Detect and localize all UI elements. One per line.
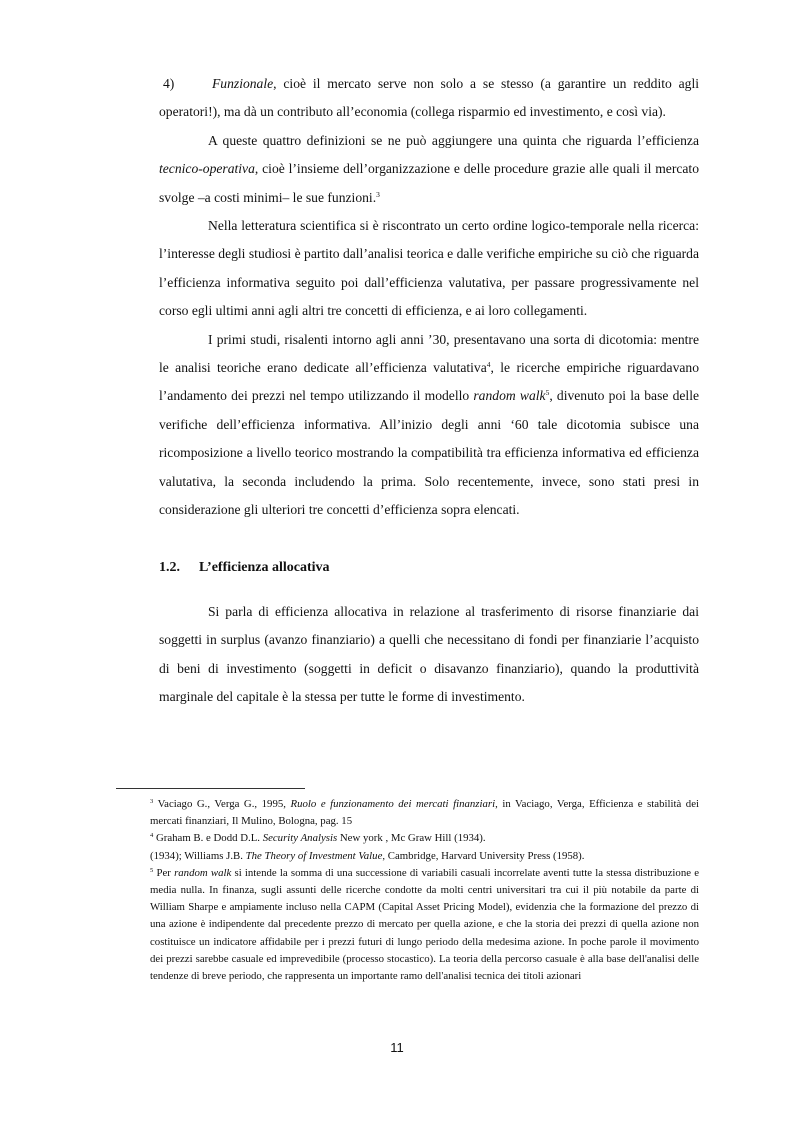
footnote-mark: 3 xyxy=(150,798,154,805)
body-text-section-1 xyxy=(159,70,699,525)
footnote-text: si intende la somma di una successione di variabili casuali incorrelate aventi tutte la stessa distribuzione e media nulla. In finanza, sugli assunti delle ricerche condotte da molti centri universitari tra cui il più notabile da parte di William Sharpe e ampiamente incluso nella CAPM (Capital Asset Pricing Model), evidenzia che la formazione del prezzo di una azione è indipendente dal precedente prezzo di mercato per quella azione, e che la storia dei prezzi di quella azione non costituisce un indicatore affidabile per i prezzi futuri di lungo periodo della medesima azione. In poche parole il movimento dei prezzi sarebbe casuale ed imprevedibile (processo stocastico). La teoria della percorso casuale è alla base dell'analisi delle tendenze di breve periodo, che rappresenta un importante ramo dell'analisi tecnica dei titoli azionari xyxy=(150,866,700,983)
footnote-text: Vaciago G., Verga G., 1995, xyxy=(153,798,291,810)
footnote-mark: 5 xyxy=(150,866,154,874)
paragraph-primi-studi xyxy=(159,326,699,525)
term-random-walk: random walk xyxy=(473,388,546,404)
paragraph-efficienza-allocativa: Si parla di efficienza allocativa in relazione al trasferimento di risorse finanziarie dai soggetti in surplus (avanzo finanziario) a quelli che necessitano di fondi per finanziarie l’acquisto di beni di investimento (soggetti in deficit o disavanzo finanziario), quando la produttività marginale del capitale è la stessa per tutte le forme di investimento. xyxy=(159,604,699,705)
list-number: 4) xyxy=(163,76,175,91)
footnote-mark: 4 xyxy=(150,832,154,840)
paragraph-text: I primi studi, risalenti intorno agli anni ’30, presentavano una sorta di dicotomia: mentre le analisi teoriche erano dedicate all’efficienza valutativa xyxy=(159,331,699,376)
paragraph-text: , le ricerche empiriche riguardavano l’andamento dei prezzi nel tempo utilizzando il modello xyxy=(159,360,700,404)
section-number: 1.2. xyxy=(159,560,180,575)
footnote-ref-3: 3 xyxy=(376,189,380,199)
footnote-text: , in Vaciago, Verga, Efficienza e stabilità dei mercati finanziari, Il Mulino, Bologna, pag. 15 xyxy=(150,798,699,828)
paragraph-text: A queste quattro definizioni se ne può aggiungere una quinta che riguarda l’efficienza xyxy=(208,132,699,148)
footnote-text: , Cambridge, Harvard University Press (1958). xyxy=(382,849,585,862)
footnote-title: Security Analysis xyxy=(262,832,338,845)
paragraph-text: , divenuto poi la base delle verifiche dell’efficienza informativa. All’inizio degli anni ‘60 tale dicotomia subisce una ricomposizione a livello teorico mostrando la compatibilità tra efficienza informativa ed efficienza valutativa, la seconda includendo la prima. Solo recentemente, invece, sono stati presi in considerazione gli ulteriori tre concetti d’efficienza sopra elencati. xyxy=(159,388,700,518)
term-tecnico-operativa: tecnico-operativa xyxy=(159,161,255,177)
paragraph-item-4 xyxy=(159,70,699,127)
footnote-ref-5: 5 xyxy=(545,388,550,398)
footnote-term: random walk xyxy=(174,866,232,879)
footnote-text: Per xyxy=(153,866,175,879)
body-text-section-2 xyxy=(159,598,699,712)
footnote-text: Graham B. e Dodd D.L. xyxy=(153,832,263,845)
footnote-3 xyxy=(150,796,699,830)
footnote-5 xyxy=(150,865,699,985)
footnote-text: New york , Mc Graw Hill (1934). xyxy=(337,832,486,845)
footnote-title: The Theory of Investment Value xyxy=(245,849,383,862)
page-number: 11 xyxy=(390,1040,404,1055)
section-heading xyxy=(159,558,330,578)
term-funzionale: Funzionale xyxy=(212,76,274,91)
paragraph-text: , cioè l’insieme dell’organizzazione e delle procedure grazie alle quali il mercato svolge –a costi minimi– le sue funzioni. xyxy=(159,161,699,205)
footnote-ref-4: 4 xyxy=(486,360,491,370)
paragraph-quinta-definizione xyxy=(159,127,699,212)
section-title: L’efficienza allocativa xyxy=(199,560,330,575)
footnote-text: (1934); Williams J.B. xyxy=(150,849,246,862)
footnotes xyxy=(150,796,699,985)
footnote-4-continued xyxy=(150,848,699,865)
paragraph-text: , cioè il mercato serve non solo a se stesso (a garantire un reddito agli operatori!), ma dà un contributo all’economia (collega risparmio ed investimento, e così via). xyxy=(159,76,699,120)
footnote-separator xyxy=(116,788,305,789)
footnote-title: Ruolo e funzionamento dei mercati finanziari xyxy=(290,798,496,810)
paragraph-letteratura: Nella letteratura scientifica si è riscontrato un certo ordine logico-temporale nella ricerca: l’interesse degli studiosi è partito dall’analisi teorica e dalle verifiche empiriche su ciò che riguarda l’efficienza informativa seguito poi dall’efficienza valutativa, per passare progressivamente nel corso egli ultimi anni agli altri tre concetti di efficienza, e ai loro collegamenti. xyxy=(159,218,699,319)
footnote-4 xyxy=(150,830,699,847)
